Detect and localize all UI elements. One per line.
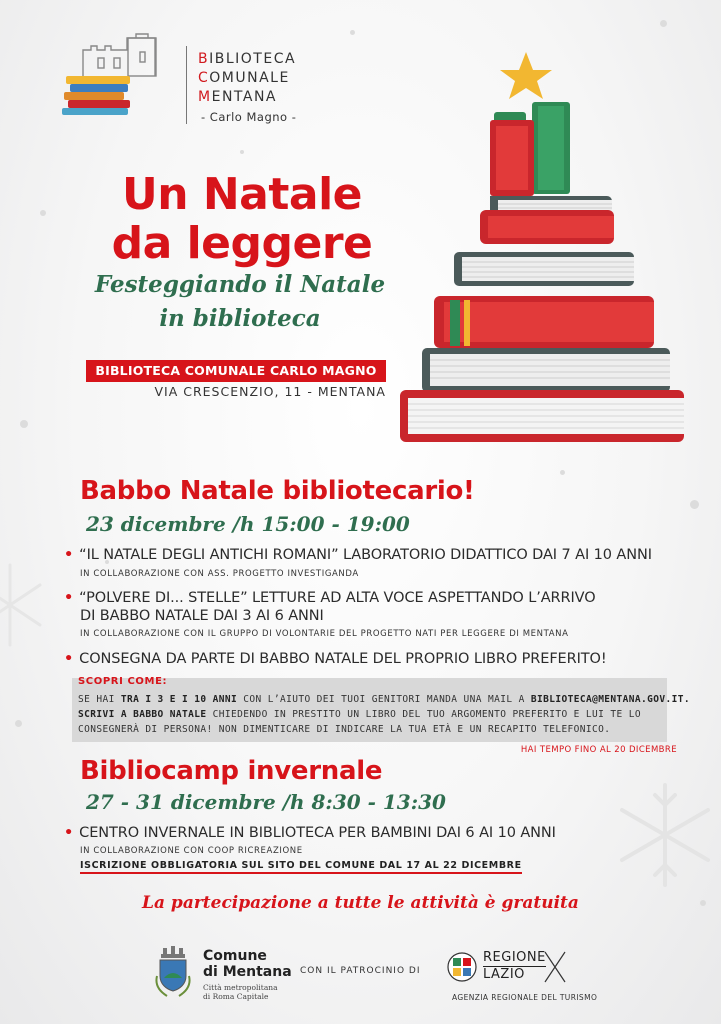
- castle-books-icon: [58, 28, 183, 118]
- book-stack-layer: [422, 348, 670, 392]
- how-to-line: SCRIVI A BABBO NATALE CHIEDENDO IN PRESTITO UN LIBRO DEL TUO ARGOMENTO PREFERITO E LUI TE LO: [78, 709, 641, 720]
- venue-address: VIA CRESCENZIO, 11 - MENTANA: [154, 384, 386, 399]
- book-stack-layer: [454, 252, 634, 286]
- registration-note: ISCRIZIONE OBBLIGATORIA SUL SITO DEL COMUNE DAL 17 AL 22 DICEMBRE: [80, 860, 522, 874]
- book-stack-layer: [400, 390, 684, 442]
- event1-item: • “POLVERE DI... STELLE” LETTURE AD ALTA VOCE ASPETTANDO L’ARRIVO: [64, 590, 596, 606]
- regione-emblem-icon: [447, 952, 477, 982]
- comune-crest-icon: [155, 946, 191, 998]
- snow-dot: [660, 20, 667, 27]
- library-logo: [58, 28, 318, 128]
- snow-dot: [20, 420, 28, 428]
- bullet-dot: •: [64, 825, 74, 841]
- book-tree-illustration: [392, 50, 692, 450]
- regione-subtitle: AGENZIA REGIONALE DEL TURISMO: [452, 993, 598, 1002]
- venue-banner: BIBLIOTECA COMUNALE CARLO MAGNO: [86, 360, 386, 382]
- regione-lazio-logo: [447, 950, 567, 986]
- page-title: Un Natale da leggere: [111, 169, 373, 269]
- event2-title: Bibliocamp invernale: [80, 756, 383, 786]
- deadline-note: HAI TEMPO FINO AL 20 DICEMBRE: [520, 745, 677, 755]
- snow-dot: [15, 720, 22, 727]
- event2-date: 27 - 31 dicembre /h 8:30 - 13:30: [86, 790, 446, 814]
- how-to-label: SCOPRI COME:: [78, 676, 168, 687]
- chevron-x-icon: [543, 950, 567, 984]
- event2-item-sub: IN COLLABORAZIONE CON COOP RICREAZIONE: [80, 846, 303, 856]
- email-link: BIBLIOTECA@MENTANA.GOV.IT.: [530, 694, 690, 705]
- comune-subtitle: Città metropolitana di Roma Capitale: [203, 983, 278, 1001]
- snowflake-icon: [0, 560, 70, 650]
- library-subtitle: - Carlo Magno -: [201, 110, 297, 124]
- bullet-dot: •: [64, 651, 74, 667]
- book-stack-layer: [480, 210, 614, 244]
- event1-item-sub: IN COLLABORAZIONE CON IL GRUPPO DI VOLONTARIE DEL PROGETTO NATI PER LEGGERE DI MENTANA: [80, 629, 569, 639]
- event1-item: • CONSEGNA DA PARTE DI BABBO NATALE DEL PROPRIO LIBRO PREFERITO!: [64, 651, 607, 667]
- event1-date: 23 dicembre /h 15:00 - 19:00: [86, 512, 410, 536]
- event1-item-sub: IN COLLABORAZIONE CON ASS. PROGETTO INVESTIGANDA: [80, 569, 359, 579]
- book-stack-layer: [434, 296, 654, 348]
- snow-dot: [690, 500, 699, 509]
- event1-title: Babbo Natale bibliotecario!: [80, 476, 475, 506]
- snow-dot: [240, 150, 244, 154]
- comune-name: Comune di Mentana: [203, 948, 292, 980]
- sponsorship-note: CON IL PATROCINIO DI: [300, 966, 421, 976]
- snow-dot: [40, 210, 46, 216]
- snowflake-icon: [610, 780, 720, 890]
- event1-item: • “IL NATALE DEGLI ANTICHI ROMANI” LABORATORIO DIDATTICO DAI 7 AI 10 ANNI: [64, 547, 652, 563]
- how-to-line: CONSEGNERÀ DI PERSONA! NON DIMENTICARE DI INDICARE LA TUA ETÀ E UN RECAPITO TELEFONICO.: [78, 724, 611, 735]
- regione-name: REGIONE LAZIO: [483, 950, 546, 982]
- snow-dot: [350, 30, 355, 35]
- library-name: BIBLIOTECA COMUNALE MENTANA: [198, 51, 297, 105]
- event2-item: • CENTRO INVERNALE IN BIBLIOTECA PER BAMBINI DAI 6 AI 10 ANNI: [64, 825, 556, 841]
- how-to-line: SE HAI TRA I 3 E I 10 ANNI CON L’AIUTO DEI TUOI GENITORI MANDA UNA MAIL A BIBLIOTECA@MENTANA.GOV.IT.: [78, 694, 690, 705]
- event1-item-line2: DI BABBO NATALE DAI 3 AI 6 ANNI: [80, 608, 324, 624]
- free-participation-note: La partecipazione a tutte le attività è gratuita: [142, 893, 579, 913]
- snow-dot: [560, 470, 565, 475]
- star-icon: [500, 52, 552, 99]
- bullet-dot: •: [64, 590, 74, 606]
- logo-divider: [186, 46, 187, 124]
- tagline: Festeggiando il Natale in biblioteca: [94, 271, 386, 332]
- bullet-dot: •: [64, 547, 74, 563]
